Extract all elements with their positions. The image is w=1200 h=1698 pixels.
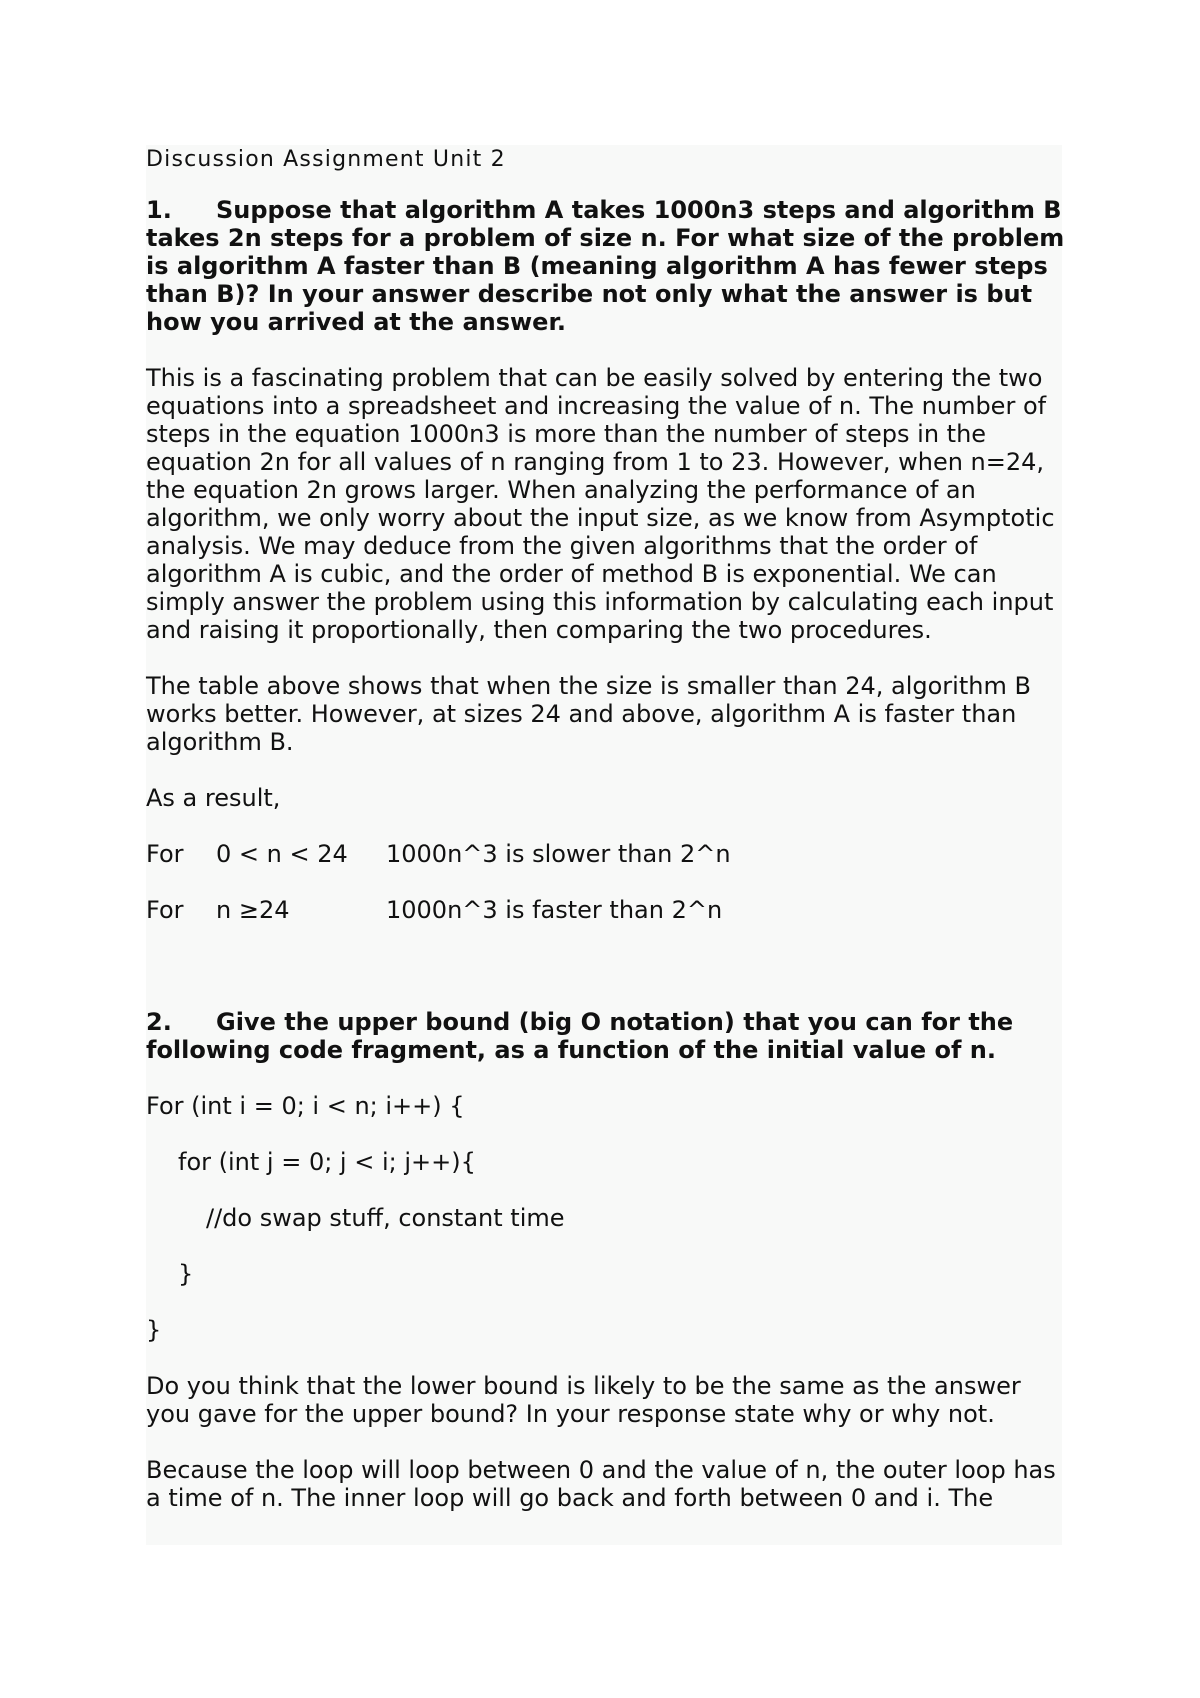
- result-label: For: [146, 840, 184, 868]
- question-2-text: Give the upper bound (big O notation) that you can for the following code fragment, as a function of the initial value of n.: [146, 1008, 1014, 1064]
- question-1: [146, 196, 1066, 336]
- document-content: [146, 146, 1066, 1540]
- result-row: [146, 840, 1066, 868]
- question-1-number: 1.: [146, 196, 172, 224]
- question-1-text: Suppose that algorithm A takes 1000n3 steps and algorithm B takes 2n steps for a problem of size n. For what size of the problem is algorithm A faster than B (meaning algorithm A has fewer steps than B)? In your answer describe not only what the answer is but how you arrived at the answer.: [146, 196, 1065, 336]
- code-line-1: For (int i = 0; i < n; i++) {: [146, 1092, 465, 1120]
- result-statement: 1000n^3 is slower than 2^n: [386, 840, 731, 868]
- code-line-3: //do swap stuff, constant time: [206, 1204, 565, 1232]
- document-title: Discussion Assignment Unit 2: [146, 147, 506, 172]
- code-line-4: }: [178, 1260, 194, 1288]
- spacer: [146, 952, 1066, 1008]
- question-2-number: 2.: [146, 1008, 172, 1036]
- result-label: For: [146, 896, 184, 924]
- result-condition: n ≥24: [216, 896, 290, 924]
- answer-1-paragraph-2: The table above shows that when the size is smaller than 24, algorithm B works better. However, at sizes 24 and above, algorithm A is faster than algorithm B.: [146, 672, 1031, 756]
- result-statement: 1000n^3 is faster than 2^n: [386, 896, 723, 924]
- result-condition: 0 < n < 24: [216, 840, 348, 868]
- code-line-2: for (int j = 0; j < i; j++){: [178, 1148, 476, 1176]
- answer-2-paragraph-1: Because the loop will loop between 0 and the value of n, the outer loop has a time of n. The inner loop will go back and forth between 0 and i. The: [146, 1456, 1056, 1512]
- answer-1-paragraph-1: This is a fascinating problem that can be easily solved by entering the two equations into a spreadsheet and increasing the value of n. The number of steps in the equation 1000n3 is more than the number of steps in the equation 2n for all values of n ranging from 1 to 23. However, when n=24, the equation 2n grows larger. When analyzing the performance of an algorithm, we only worry about the input size, as we know from Asymptotic analysis. We may deduce from the given algorithms that the order of algorithm A is cubic, and the order of method B is exponential. We can simply answer the problem using this information by calculating each input and raising it proportionally, then comparing the two procedures.: [146, 364, 1055, 644]
- question-2-followup: Do you think that the lower bound is likely to be the same as the answer you gave for the upper bound? In your response state why or why not.: [146, 1372, 1021, 1428]
- answer-1-result-intro: As a result,: [146, 784, 281, 812]
- code-line-5: }: [146, 1316, 162, 1344]
- result-row: [146, 896, 1066, 924]
- question-2: [146, 1008, 1066, 1064]
